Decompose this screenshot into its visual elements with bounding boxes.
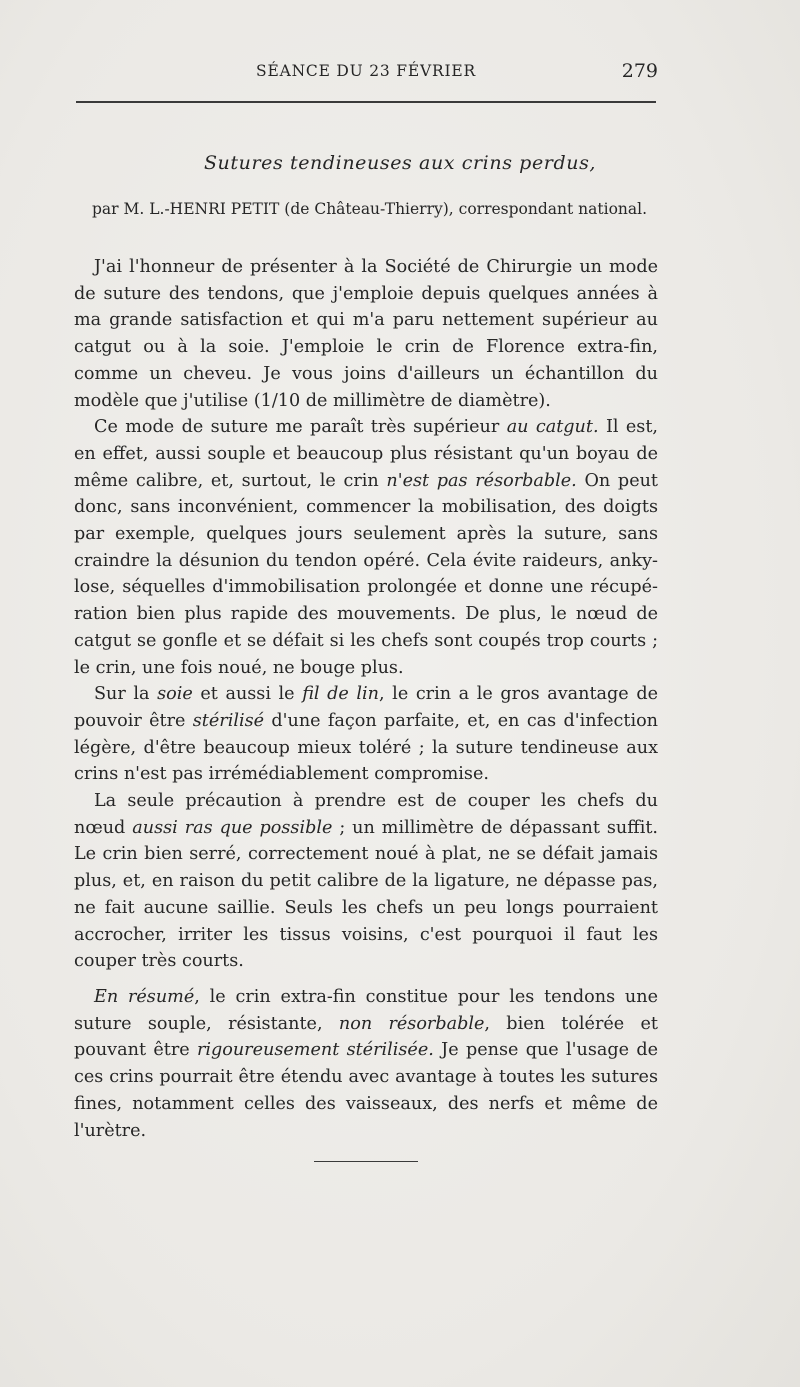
article-body xyxy=(74,254,658,975)
running-title: SÉANCE DU 23 FÉVRIER xyxy=(256,62,476,80)
article-title: Sutures tendineuses aux crins perdus, xyxy=(203,152,597,174)
paragraph: Ce mode de suture me paraît très supérieur au catgut. Il est, en effet, aussi souple et beaucoup plus résistant qu'un boyau de même calibre, et, surtout, le crin n'est pas résorbable. On peut donc, sans inconvénient, commencer la mobilisation, des doigts par exemple, quelques jours seulement après la suture, sans craindre la désunion du tendon opéré. Cela évite raideurs, anky-lose, séquelles d'immobilisation prolongée et donne une récupé-ration bien plus rapide des mouvements. De plus, le nœud de catgut se gonfle et se défait si les chefs sont coupés trop courts ; le crin, une fois noué, ne bouge plus. xyxy=(74,417,659,678)
conclusion-section xyxy=(74,984,658,1144)
paragraph: J'ai l'honneur de présenter à la Société de Chirurgie un mode de suture des tendons, que j'emploie depuis quelques années à ma grande satisfaction et qui m'a paru nettement supérieur au catgut ou à la soie. J'emploie le crin de Florence extra-fin, comme un cheveu. Je vous joins d'ailleurs un échantillon du modèle que j'utilise (1/10 de millimètre de diamètre). xyxy=(74,257,658,411)
italic-phrase: rigoureusement stérilisée. xyxy=(196,1040,434,1061)
italic-phrase: au catgut. xyxy=(506,417,599,438)
italic-phrase: En résumé xyxy=(94,987,195,1007)
running-head xyxy=(74,60,658,86)
italic-phrase: stérilisé xyxy=(192,710,265,731)
italic-phrase: fil de lin xyxy=(302,684,379,705)
conclusion-paragraph: En résumé, le crin extra-fin constitue pour les tendons une suture souple, résistante, non résorbable, bien tolérée et pouvant être rigoureusement stérilisée. Je pense que l'usage de ces crins pourrait être étendu avec avantage à toutes les sutures fines, notamment celles des vaisseaux, des nerfs et même de l'urètre. xyxy=(74,987,659,1141)
italic-phrase: aussi ras que possible xyxy=(132,817,333,838)
italic-phrase: non résorbable xyxy=(338,1013,485,1034)
paragraph: Sur la soie et aussi le fil de lin, le crin a le gros avantage de pouvoir être stérilisé d'une façon parfaite, et, en cas d'infection légère, d'être beaucoup mieux toléré ; la suture tendineuse aux crins n'est pas irrémédiablement compromise. xyxy=(74,684,658,785)
author-line: par M. L.-HENRI PETIT (de Château-Thierry), correspondant national. xyxy=(92,200,648,218)
end-rule xyxy=(314,1161,418,1162)
paragraph: La seule précaution à prendre est de couper les chefs du nœud aussi ras que possible ; un millimètre de dépassant suffit. Le crin bien serré, correctement noué à plat, ne se défait jamais plus, et, en raison du petit calibre de la ligature, ne dépasse pas, ne fait aucune saillie. Seuls les chefs un peu longs pourraient accrocher, irriter les tissus voisins, c'est pourquoi il faut les couper très courts. xyxy=(74,791,658,972)
italic-phrase: soie xyxy=(157,684,193,705)
italic-phrase: n'est pas résorbable. xyxy=(386,470,577,491)
page-number: 279 xyxy=(621,60,658,82)
header-rule xyxy=(76,101,656,103)
